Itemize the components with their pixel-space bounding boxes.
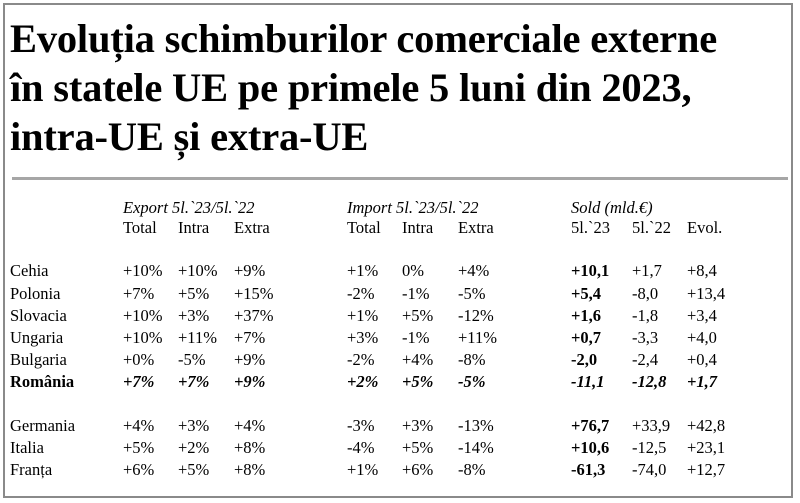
table-cell: +10,1 [571, 261, 610, 280]
table-cell: -2,0 [571, 350, 598, 369]
table-cell: -61,3 [571, 460, 606, 479]
table-cell: +9% [234, 350, 266, 369]
table-cell: -2% [347, 350, 375, 369]
table-cell: +5% [402, 372, 434, 391]
country-name: Cehia [10, 261, 49, 280]
table-cell: +4,0 [687, 328, 717, 347]
table-cell: -5% [458, 372, 486, 391]
column-subheader: Extra [458, 218, 494, 237]
table-row [0, 460, 800, 480]
table-cell: +1% [347, 306, 379, 325]
table-cell: +7% [123, 372, 155, 391]
table-cell: 0% [402, 261, 424, 280]
table-cell: -13% [458, 416, 494, 435]
table-cell: -74,0 [632, 460, 667, 479]
table-cell: -8% [458, 460, 486, 479]
table-cell: -3,3 [632, 328, 659, 347]
table-cell: -5% [458, 284, 486, 303]
table-cell: +12,7 [687, 460, 726, 479]
table-row [0, 438, 800, 458]
table-cell: +1,7 [632, 261, 662, 280]
table-cell: -11,1 [571, 372, 605, 391]
table-row [0, 328, 800, 348]
table-cell: +1,6 [571, 306, 602, 325]
table-cell: -12% [458, 306, 494, 325]
table-cell: +4% [458, 261, 490, 280]
country-name: Bulgaria [10, 350, 67, 369]
table-cell: +42,8 [687, 416, 726, 435]
table-cell: +7% [234, 328, 266, 347]
country-name: Ungaria [10, 328, 64, 347]
table-cell: +10% [123, 328, 163, 347]
table-cell: +9% [234, 372, 266, 391]
table-cell: -1% [402, 328, 430, 347]
table-cell: +6% [123, 460, 155, 479]
table-cell: +13,4 [687, 284, 726, 303]
table-cell: +76,7 [571, 416, 610, 435]
table-cell: +11% [458, 328, 497, 347]
table-cell: -14% [458, 438, 494, 457]
country-name: Italia [10, 438, 44, 457]
table-cell: +37% [234, 306, 274, 325]
table-cell: +23,1 [687, 438, 726, 457]
table-cell: +15% [234, 284, 274, 303]
table-cell: +11% [178, 328, 217, 347]
table-cell: +4% [123, 416, 155, 435]
table-cell: +5,4 [571, 284, 602, 303]
table-cell: +3% [178, 306, 210, 325]
export-group-header: Export 5l.`23/5l.`22 [123, 198, 255, 217]
table-cell: +0,4 [687, 350, 717, 369]
country-name: Polonia [10, 284, 61, 303]
table-row [0, 306, 800, 326]
table-cell: +0,7 [571, 328, 602, 347]
table-cell: +2% [178, 438, 210, 457]
column-subheader: Total [123, 218, 157, 237]
table-cell: +3% [178, 416, 210, 435]
table-cell: -12,5 [632, 438, 667, 457]
table-cell: -2,4 [632, 350, 659, 369]
sold-group-header: Sold (mld.€) [571, 198, 653, 217]
column-subheader: Extra [234, 218, 270, 237]
table-row [0, 372, 800, 392]
column-subheader: Intra [178, 218, 210, 237]
country-name: România [10, 372, 75, 391]
table-cell: +10% [123, 306, 163, 325]
table-cell: +2% [347, 372, 379, 391]
column-subheader: Total [347, 218, 381, 237]
table-cell: +9% [234, 261, 266, 280]
table-cell: +5% [178, 460, 210, 479]
table-cell: +6% [402, 460, 434, 479]
table-cell: -1,8 [632, 306, 659, 325]
column-subheader: 5l.`22 [632, 218, 671, 237]
table-cell: -2% [347, 284, 375, 303]
article-title [10, 14, 717, 161]
column-subheader: 5l.`23 [571, 218, 610, 237]
table-cell: +3,4 [687, 306, 717, 325]
table-cell: +8% [234, 438, 266, 457]
table-cell: +8% [234, 460, 266, 479]
table-cell: +3% [402, 416, 434, 435]
table-cell: +10,6 [571, 438, 610, 457]
column-subheader: Intra [402, 218, 434, 237]
table-cell: +1,7 [687, 372, 718, 391]
table-row [0, 416, 800, 436]
title-line-2: în statele UE pe primele 5 luni din 2023, [10, 65, 692, 110]
table-cell: -8,0 [632, 284, 659, 303]
table-cell: +5% [123, 438, 155, 457]
import-group-header: Import 5l.`23/5l.`22 [347, 198, 479, 217]
table-cell: +4% [234, 416, 266, 435]
table-cell: +8,4 [687, 261, 717, 280]
country-name: Germania [10, 416, 76, 435]
table-cell: +5% [402, 438, 434, 457]
country-name: Slovacia [10, 306, 67, 325]
table-cell: -1% [402, 284, 430, 303]
table-row [0, 350, 800, 370]
table-cell: -4% [347, 438, 375, 457]
table-cell: +1% [347, 460, 379, 479]
table-cell: +7% [178, 372, 210, 391]
table-cell: +33,9 [632, 416, 671, 435]
table-cell: +5% [402, 306, 434, 325]
table-cell: -12,8 [632, 372, 667, 391]
table-cell: +4% [402, 350, 434, 369]
table-cell: +10% [178, 261, 218, 280]
table-cell: +10% [123, 261, 163, 280]
table-cell: +3% [347, 328, 379, 347]
title-divider [12, 177, 788, 180]
table-cell: -5% [178, 350, 206, 369]
country-name: Franța [10, 460, 53, 479]
column-subheader: Evol. [687, 218, 723, 237]
title-line-1: Evoluția schimburilor comerciale externe [10, 16, 717, 61]
table-row [0, 284, 800, 304]
title-line-3: intra-UE și extra-UE [10, 114, 369, 159]
table-cell: -8% [458, 350, 486, 369]
table-cell: +0% [123, 350, 155, 369]
table-cell: +1% [347, 261, 379, 280]
table-row [0, 261, 800, 281]
table-cell: +5% [178, 284, 210, 303]
table-cell: +7% [123, 284, 155, 303]
table-cell: -3% [347, 416, 375, 435]
